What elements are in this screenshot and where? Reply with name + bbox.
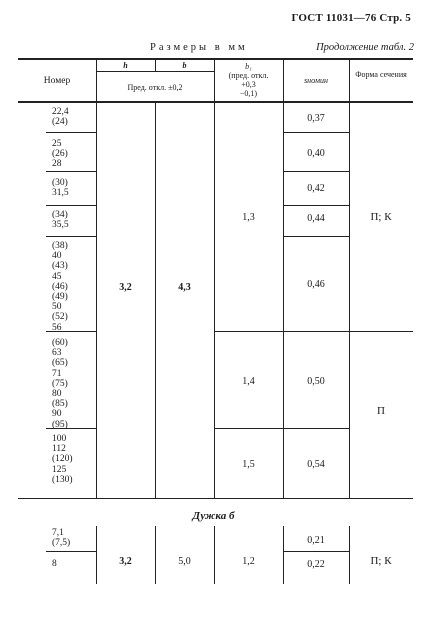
- number-group: (30) 31,5: [52, 178, 69, 199]
- h-value: 3,2: [119, 282, 132, 293]
- s-value: 0,40: [307, 148, 325, 159]
- col-rule-5: [349, 58, 350, 498]
- s-rule: [283, 205, 349, 206]
- s-rule: [283, 171, 349, 172]
- number-group: 8: [52, 559, 57, 569]
- col-header-b: b: [182, 61, 187, 70]
- s-value: 0,21: [307, 535, 325, 546]
- number-group: 100 112 (120) 125 (130): [52, 434, 73, 485]
- col-header-b1: b₁: [245, 62, 252, 71]
- n-rule: [46, 171, 96, 172]
- s-value: 0,37: [307, 113, 325, 124]
- col-rule-1b: [96, 526, 97, 584]
- b1-divider-1: [214, 331, 413, 332]
- number-group: (38) 40 (43) 45 (46) (49) 50 (52) 56: [52, 241, 68, 333]
- s-value: 0,42: [307, 183, 325, 194]
- col-header-nomer: Номер: [43, 76, 71, 86]
- col-rule-2b: [155, 526, 156, 584]
- col-rule-2: [155, 101, 156, 498]
- b1-value: 1,2: [242, 556, 255, 567]
- s-rule: [283, 428, 349, 429]
- shape-value: П: [377, 405, 385, 417]
- table-header-rule: [18, 101, 413, 103]
- col-rule-3: [214, 58, 215, 498]
- shape-value: П; К: [370, 211, 392, 223]
- dims-note: Размеры в мм: [150, 42, 248, 53]
- col-header-shape: Форма сечения: [355, 70, 407, 79]
- continuation-note: Продолжение табл. 2: [316, 42, 414, 53]
- s-value: 0,54: [307, 459, 325, 470]
- shape-value: П; К: [370, 555, 392, 567]
- col-header-h: h: [123, 61, 128, 70]
- col-rule-4: [283, 58, 284, 498]
- n-rule: [46, 551, 96, 552]
- n-rule: [46, 205, 96, 206]
- col-header-b1-tol3: −0,1): [239, 89, 258, 98]
- doc-header: ГОСТ 11031—76 Стр. 5: [291, 12, 411, 24]
- n-rule: [46, 236, 96, 237]
- s-value: 0,46: [307, 279, 325, 290]
- subheader: [150, 42, 420, 53]
- s-rule: [283, 132, 349, 133]
- table-top-rule: [18, 58, 413, 60]
- b1-value: 1,5: [242, 459, 255, 470]
- s-value: 0,44: [307, 213, 325, 224]
- b1-value: 1,4: [242, 376, 255, 387]
- h-value: 3,2: [119, 556, 132, 567]
- b-value: 5,0: [178, 556, 191, 567]
- n-rule: [46, 132, 96, 133]
- number-group: 22,4 (24): [52, 107, 69, 128]
- number-group: (34) 35,5: [52, 210, 69, 231]
- s-rule: [283, 551, 349, 552]
- b-value: 4,3: [178, 282, 191, 293]
- number-group: 25 (26) 28: [52, 139, 68, 170]
- col-header-tolerance: Пред. откл. ±0,2: [127, 83, 183, 92]
- section-title: Дужка б: [192, 510, 235, 522]
- table-bottom-rule: [18, 498, 413, 499]
- col-header-b1-tol: (пред. откл.: [228, 71, 269, 80]
- s-value: 0,22: [307, 559, 325, 570]
- col-header-b1-tol2: +0,3: [241, 80, 256, 89]
- b1-value: 1,3: [242, 212, 255, 223]
- col-header-s: sномин: [304, 76, 328, 85]
- s-value: 0,50: [307, 376, 325, 387]
- number-group: (60) 63 (65) 71 (75) 80 (85) 90 (95): [52, 338, 68, 430]
- number-group: 7,1 (7,5): [52, 528, 71, 549]
- col-rule-1: [96, 58, 97, 498]
- col-rule-3b: [214, 526, 215, 584]
- s-rule: [283, 236, 349, 237]
